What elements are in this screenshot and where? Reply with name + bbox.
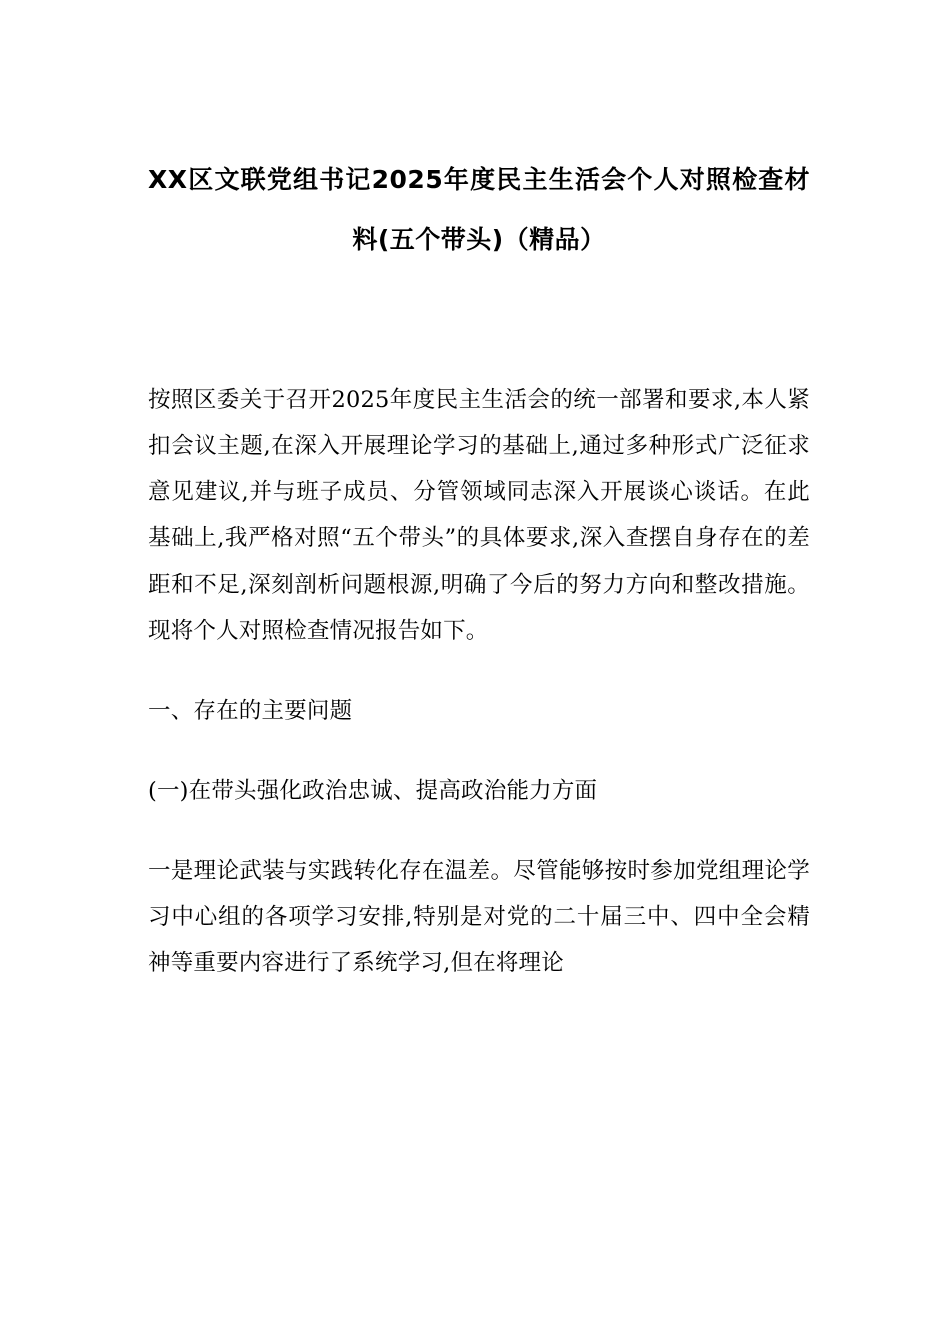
paragraph-intro: 按照区委关于召开2025年度民主生活会的统一部署和要求,本人紧扣会议主题,在深入开展理论学习的基础上,通过多种形式广泛征求意见建议,并与班子成员、分管领域同志深入开展谈心谈话。在此基础上,我严格对照“五个带头”的具体要求,深入查摆自身存在的差距和不足,深刻剖析问题根源,明确了今后的努力方向和整改措施。现将个人对照检查情况报告如下。 <box>148 387 810 644</box>
title-body-spacer <box>148 281 810 377</box>
section-heading-one: 一、存在的主要问题 <box>148 697 353 724</box>
page-title: XX区文联党组书记2025年度民主生活会个人对照检查材料(五个带头)（精品） <box>148 165 810 254</box>
subsection-heading-one: (一)在带头强化政治忠诚、提高政治能力方面 <box>148 777 598 804</box>
paragraph-body-one: 一是理论武装与实践转化存在温差。尽管能够按时参加党组理论学习中心组的各项学习安排,特别是对党的二十届三中、四中全会精神等重要内容进行了系统学习,但在将理论 <box>148 858 810 977</box>
